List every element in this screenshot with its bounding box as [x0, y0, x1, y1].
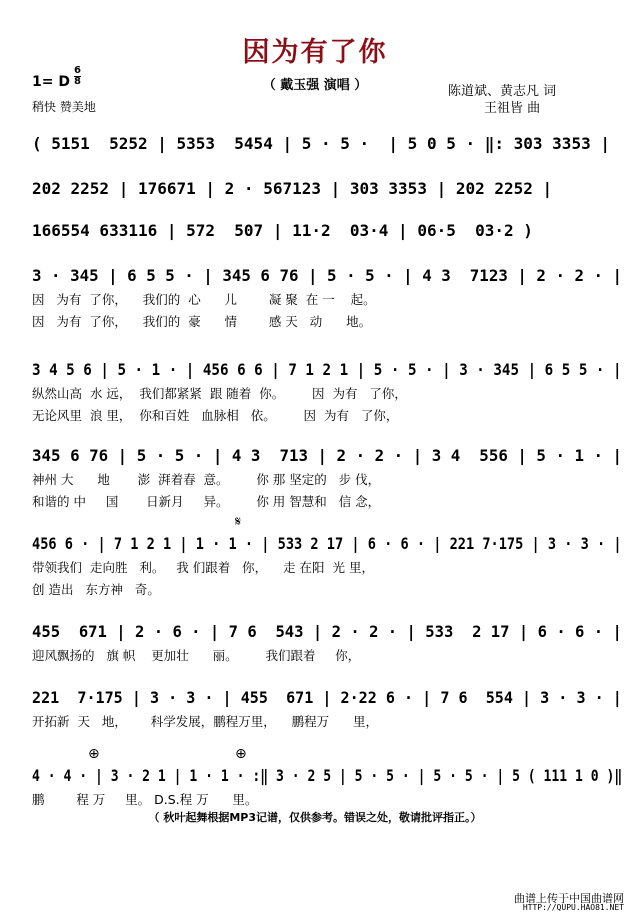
- time-signature: [74, 66, 81, 87]
- score-title: 因为有了你: [242, 37, 388, 68]
- notation: 455 671 | 2 · 6 · | 7 6 543 | 2 · 2 · | 533 2 17 | 6 · 6 · |: [32, 622, 622, 641]
- lyric-verse-2: 无论风里 浪 里， 你和百姓 血脉相 依。 因 为有 了你，: [32, 408, 399, 423]
- score-line: [0, 530, 630, 597]
- lyric-verse-2: 和谐的 中 国 日新月 异。 你 用 智慧和 信 念，: [32, 494, 381, 509]
- notation: 4 · 4 · | 3 · 2 1 | 1 · 1 · :‖ 3 · 2 5 | 5 · 5 · | 5 · 5 · | 5 ( 111 1 0 )‖: [32, 766, 623, 785]
- coda-sign: ⊕: [88, 746, 100, 762]
- tempo-marking: 稍快 赞美地: [32, 100, 96, 114]
- lyric-verse-2: 创 造出 东方神 奇。: [32, 582, 160, 597]
- score-line: [0, 618, 630, 663]
- key-signature: 1= D: [32, 74, 70, 90]
- lyric-verse-1: 鹏 程 万 里。 D.S.程 万 里。: [32, 792, 258, 807]
- watermark: 曲谱上传于中国曲谱网: [514, 892, 624, 905]
- score-line: [0, 356, 630, 423]
- notation: 221 7·175 | 3 · 3 · | 455 671 | 2·22 6 · | 7 6 554 | 3 · 3 · |: [32, 688, 622, 707]
- notation: 3 4 5 6 | 5 · 1 · | 456 6 6 | 7 1 2 1 | 5 · 5 · | 3 · 345 | 6 5 5 · |: [32, 360, 622, 379]
- meter-top: 6: [74, 65, 81, 76]
- notation: 3 · 345 | 6 5 5 · | 345 6 76 | 5 · 5 · | 4 3 7123 | 2 · 2 · |: [32, 266, 623, 285]
- performer: （ 戴玉强 演唱 ）: [262, 78, 368, 93]
- score-line: [0, 128, 630, 158]
- score-line: [0, 173, 630, 203]
- lyric-verse-1: 迎风飘扬的 旗 帜 更加壮 丽。 我们跟着 你，: [32, 648, 361, 663]
- notation: 202 2252 | 176671 | 2 · 567123 | 303 3353 | 202 2252 |: [32, 179, 553, 198]
- composer: 王祖皆 曲: [484, 101, 541, 116]
- score-line: [0, 684, 630, 729]
- notation: ( 5151 5252 | 5353 5454 | 5 · 5 · | 5 0 5 · ‖: 303 3353 |: [32, 134, 610, 153]
- notation: 166554 633116 | 572 507 | 11·2 03·4 | 06·5 03·2 ): [32, 221, 533, 240]
- score-line: [0, 762, 630, 807]
- watermark-url: HTTP://QUPU.HAO81.NET: [522, 903, 624, 912]
- lyric-verse-1: 带领我们 走向胜 利。 我 们跟着 你， 走 在阳 光 里，: [32, 560, 374, 575]
- meter-bottom: 8: [74, 76, 81, 87]
- lyric-verse-1: 纵然山高 水 远， 我们都紧紧 跟 随着 你。 因 为有 了你，: [32, 386, 407, 401]
- lyric-verse-1: 因 为有 了你， 我们的 心 儿 凝 聚 在 一 起。: [32, 292, 376, 307]
- score-line: [0, 215, 630, 245]
- score-line: [0, 442, 630, 509]
- notation: 345 6 76 | 5 · 5 · | 4 3 713 | 2 · 2 · | 3 4 556 | 5 · 1 · |: [32, 446, 623, 465]
- footnote: （ 秋叶起舞根据MP3记谱，仅供参考。错误之处，敬请批评指正。）: [148, 811, 482, 824]
- lyric-verse-1: 开拓新 天 地， 科学发展，鹏程万里， 鹏程万 里，: [32, 714, 378, 729]
- lyric-verse-2: 因 为有 了你， 我们的 豪 情 感 天 动 地。: [32, 314, 372, 329]
- lyric-verse-1: 神州 大 地 澎 湃着春 意。 你 那 坚定的 步 伐，: [32, 472, 381, 487]
- lyricist: 陈道斌、黄志凡 词: [448, 84, 557, 99]
- segno-sign: 𝄋: [235, 514, 242, 530]
- score-line: [0, 262, 630, 329]
- coda-sign: ⊕: [235, 746, 247, 762]
- notation: 456 6 · | 7 1 2 1 | 1 · 1 · | 533 2 17 | 6 · 6 · | 221 7·175 | 3 · 3 · |: [32, 534, 622, 553]
